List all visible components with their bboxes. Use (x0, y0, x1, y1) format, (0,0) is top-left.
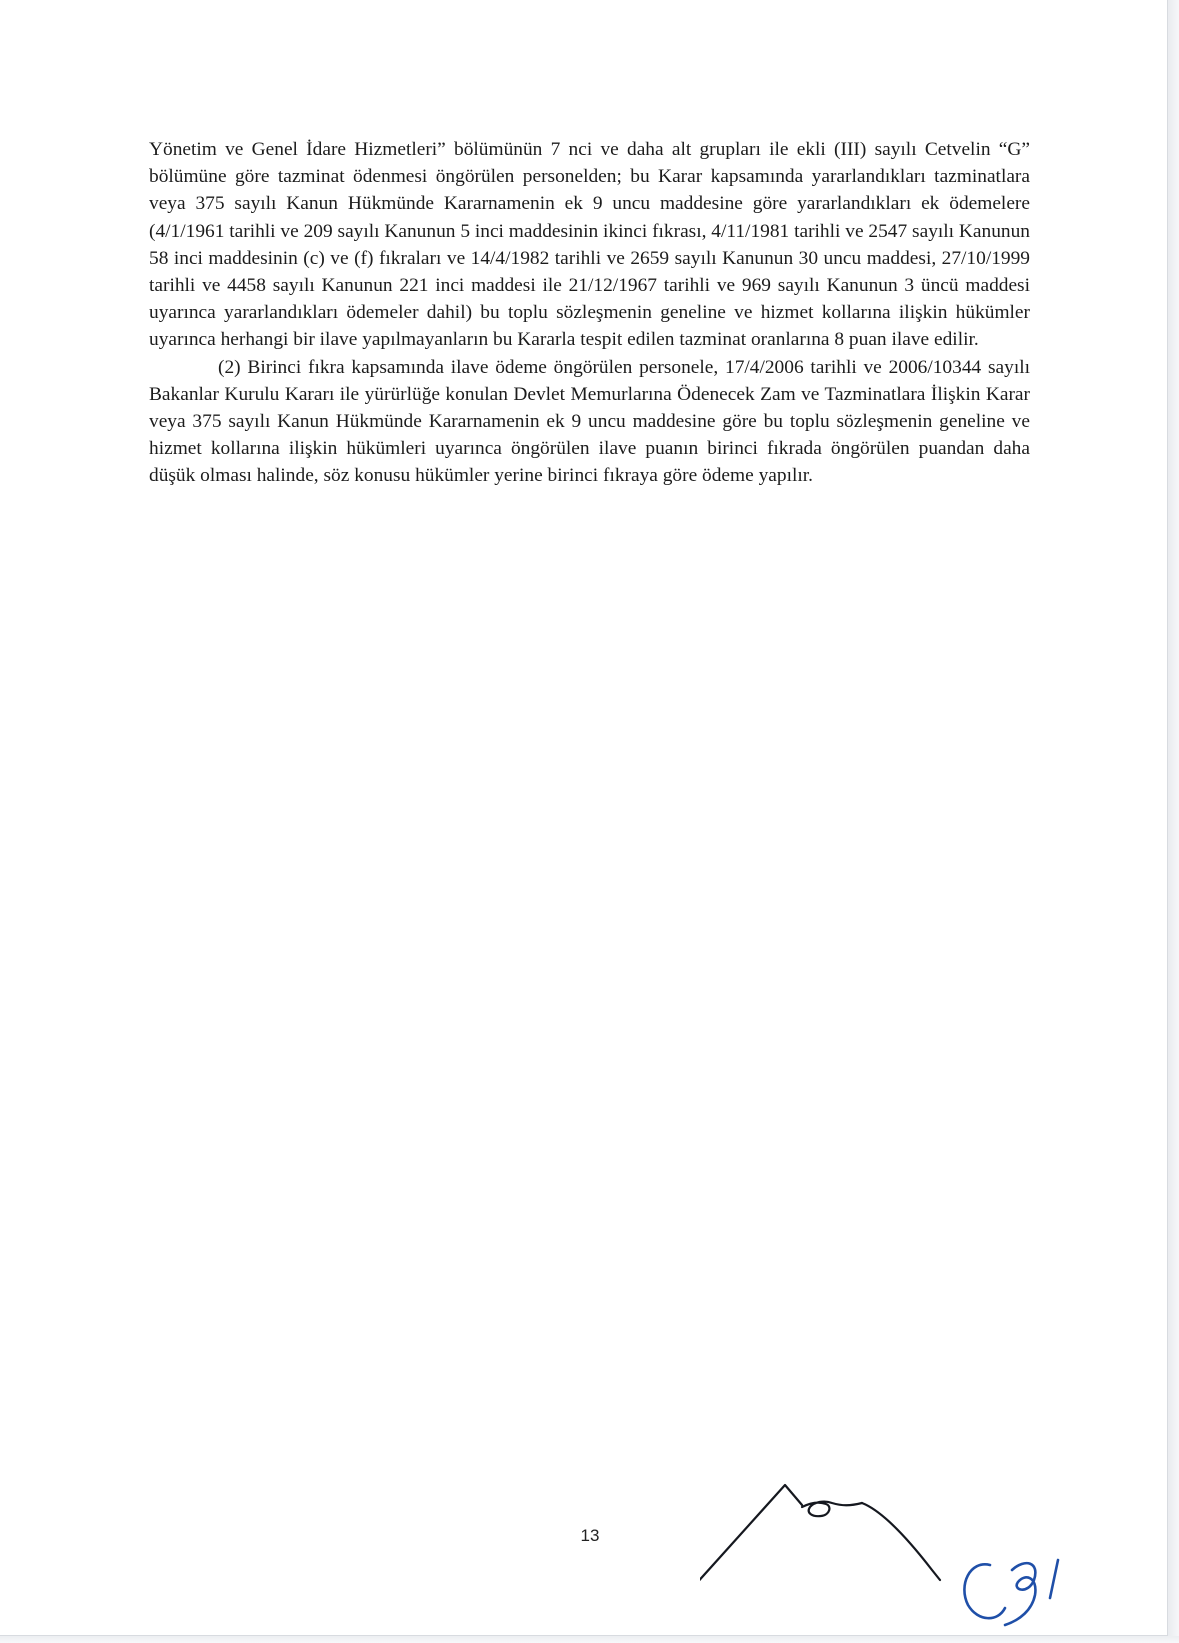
blue-signature (964, 1560, 1058, 1625)
paragraph-2: (2) Birinci fıkra kapsamında ilave ödeme öngörülen personele, 17/4/2006 tarihli ve 2006/10344 sayılı Bakanlar Kurulu Kararı ile yürürlüğe konulan Devlet Memurlarına Ödenecek Zam ve Tazminatlara İlişkin Karar veya 375 sayılı Kanun Hükmünde Kararnamenin ek 9 uncu maddesine göre bu toplu sözleşmenin geneline ve hizmet kollarına ilişkin hükümleri uyarınca öngörülen ilave puanın birinci fıkrada öngörülen puandan daha düşük olması halinde, söz konusu hükümler yerine birinci fıkraya göre ödeme yapılır. (149, 356, 1030, 487)
document-body (149, 136, 1030, 490)
page-edge-shadow-bottom (0, 1636, 1179, 1643)
handwritten-signatures (700, 1470, 1120, 1640)
black-signature (700, 1485, 940, 1595)
page-edge-shadow-right (1168, 0, 1179, 1643)
page-number: 13 (580, 1526, 600, 1545)
paragraph-1-continuation: Yönetim ve Genel İdare Hizmetleri” bölümünün 7 nci ve daha alt grupları ile ekli (III) sayılı Cetvelin “G” bölümüne göre tazminat ödenmesi öngörülen personelden; bu Karar kapsamında yararlandıkları tazminatlara veya 375 sayılı Kanun Hükmünde Kararnamenin ek 9 uncu maddesine göre yararlandıkları ek ödemelere (4/1/1961 tarihli ve 209 sayılı Kanunun 5 inci maddesinin ikinci fıkrası, 4/11/1981 tarihli ve 2547 sayılı Kanunun 58 inci maddesinin (c) ve (f) fıkraları ve 14/4/1982 tarihli ve 2659 sayılı Kanunun 30 uncu maddesi, 27/10/1999 tarihli ve 4458 sayılı Kanunun 221 inci maddesi ile 21/12/1967 tarihli ve 969 sayılı Kanunun 3 üncü maddesi uyarınca yararlandıkları ödemeler dahil) bu toplu sözleşmenin geneline ve hizmet kollarına ilişkin hükümler uyarınca herhangi bir ilave yapılmayanların bu Kararla tespit edilen tazminat oranlarına 8 puan ilave edilir. (149, 139, 1030, 351)
